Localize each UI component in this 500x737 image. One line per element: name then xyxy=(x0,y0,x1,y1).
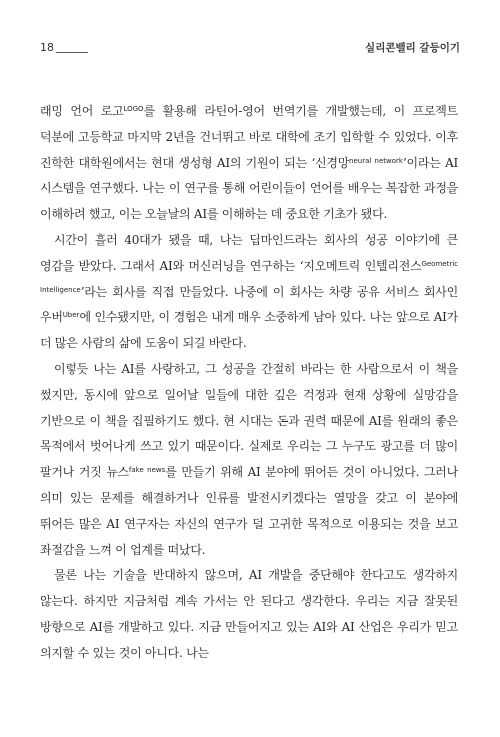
text-run: ’라는 회사를 직접 만들었다. 나중에 이 회사는 차량 공유 서비스 회사인 우버 xyxy=(40,284,458,325)
paragraph xyxy=(40,99,458,228)
paragraph xyxy=(40,357,458,563)
text-run: 이렇듯 나는 AI를 사랑하고, 그 성공을 간절히 바라는 한 사람으로서 이 책을 썼지만, 동시에 앞으로 일어날 일들에 대한 깊은 걱정과 현재 상황에 실망감을 기반으로 이 책을 집필하기도 했다. 현 시대는 돈과 권력 때문에 AI를 원래의 좋은 목적에서 벗어나게 쓰고 있기 때문이다. 실제로 우리는 그 누구도 광고를 더 많이 팔거나 거짓 뉴스 xyxy=(40,361,458,480)
gloss-geometric-intelligence: Geometric Intelligence xyxy=(40,259,458,294)
gloss-uber: Uber xyxy=(62,311,80,320)
running-title: 실리콘밸리 갈등이기 xyxy=(365,42,460,54)
body-text xyxy=(40,99,458,667)
paragraph xyxy=(40,563,458,666)
text-run: ’이라는 AI 시스템을 연구했다. 나는 이 연구를 통해 어린이들이 언어를 배우는 복잡한 과정을 이해하려 했고, 이는 오늘날의 AI를 이해하는 데 중요한 기초가 됐다. xyxy=(40,155,458,222)
page-number: 18 xyxy=(40,41,54,54)
text-run: 시간이 흘러 40대가 됐을 때, 나는 딥마인드라는 회사의 성공 이야기에 큰 영감을 받았다. 그래서 AI와 머신러닝을 연구하는 ‘지오메트릭 인텔리전스 xyxy=(40,232,458,273)
header-rule xyxy=(56,52,88,53)
gloss-fake-news: fake news xyxy=(128,466,166,475)
gloss-logo: LOGO xyxy=(123,105,144,113)
text-run: 를 만들기 위해 AI 분야에 뛰어든 것이 아니었다. 그러나 의미 있는 문제를 해결하거나 인류를 발전시키겠다는 열망을 갖고 이 분야에 뛰어든 많은 AI 연구자는 자신의 연구가 덜 고귀한 목적으로 이용되는 것을 보고 좌절감을 느껴 이 업계를 떠났다. xyxy=(40,465,458,557)
text-run: 를 활용해 라틴어-영어 번역기를 개발했는데, 이 프로젝트 덕분에 고등학교 마지막 2년을 건너뛰고 바로 대학에 조기 입학할 수 있었다. 이후 진학한 대학원에서는 현대 생성형 AI의 기원이 되는 ‘신경망 xyxy=(40,104,458,170)
text-run: 에 인수됐지만, 이 경험은 내게 매우 소중하게 남아 있다. 나는 앞으로 AI가 더 많은 사람의 삶에 도움이 되길 바란다. xyxy=(40,310,458,351)
paragraph xyxy=(40,228,458,357)
gloss-neural-network: neural network xyxy=(349,156,403,165)
page-header xyxy=(40,41,460,59)
text-run: 물론 나는 기술을 반대하지 않으며, AI 개발을 중단해야 한다고도 생각하지 않는다. 하지만 지금처럼 계속 가서는 안 된다고 생각한다. 우리는 지금 잘못된 방향으로 AI를 개발하고 있다. 지금 만들어지고 있는 AI와 AI 산업은 우리가 믿고 의지할 수 있는 것이 아니다. 나는 xyxy=(40,568,458,660)
text-run: 래밍 언어 로고 xyxy=(40,104,124,118)
